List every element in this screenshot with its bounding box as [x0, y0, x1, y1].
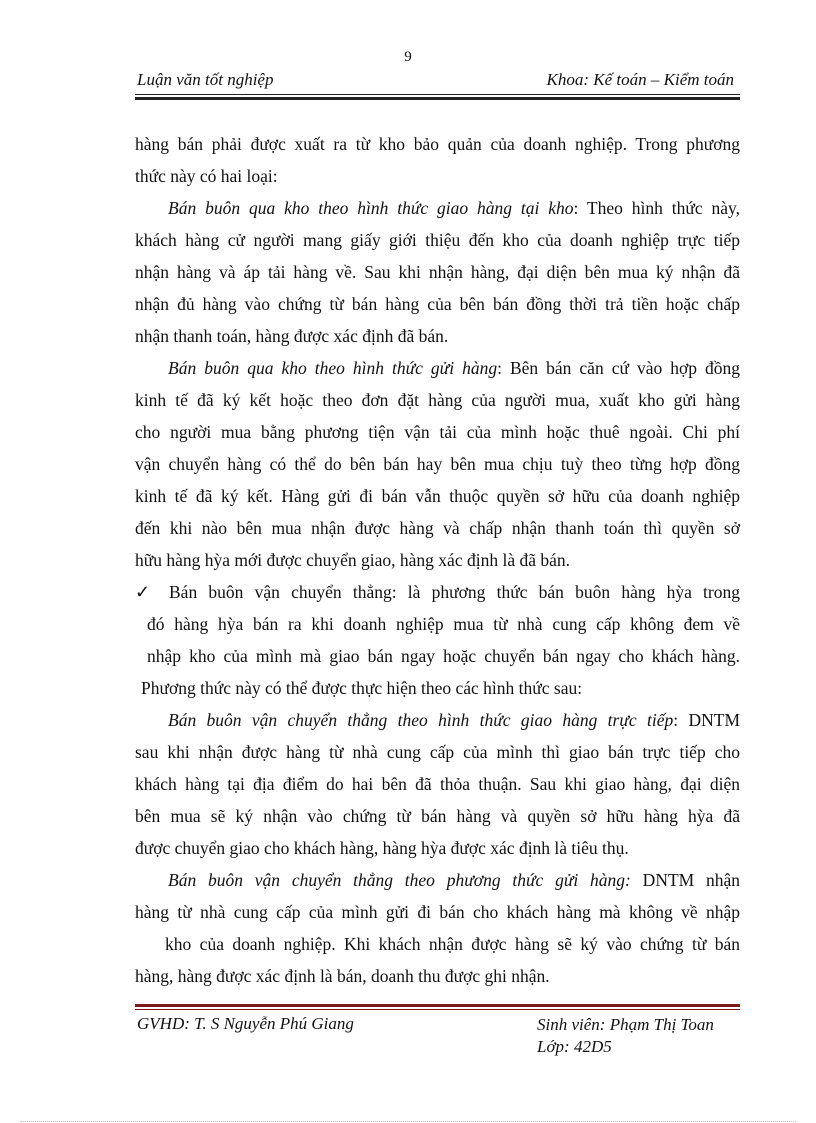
text-line: hàng, hàng được xác định là bán, doanh thu được ghi nhận.	[135, 966, 550, 986]
page-footer	[135, 1014, 740, 1064]
text-line: kho của doanh nghiệp. Khi khách nhận được hàng sẽ ký vào chứng từ bán	[165, 934, 740, 954]
footer-student-block	[537, 1014, 714, 1058]
italic-lead: Bán buôn qua kho theo hình thức gửi hàng	[168, 358, 498, 378]
header-rule-thick	[135, 97, 740, 100]
text-line: được chuyển giao cho khách hàng, hàng hỳa được xác định là tiêu thụ.	[135, 838, 629, 858]
body-text	[135, 128, 740, 992]
bullet-paragraph	[135, 576, 740, 704]
paragraph	[135, 864, 740, 992]
text-line: hữu hàng hỳa mới được chuyển giao, hàng xác định là đã bán.	[135, 550, 570, 570]
paragraph	[135, 704, 740, 864]
text-line: hàng bán phải được xuất ra từ kho bảo quản của doanh nghiệp. Trong phương	[135, 134, 740, 154]
text-line: nhận thanh toán, hàng được xác định đã bán.	[135, 326, 449, 346]
text-line: đến khi nào bên mua nhận được hàng và chấp nhận thanh toán thì quyền sở	[135, 518, 740, 538]
text-run: : Bên bán căn cứ vào hợp đồng	[497, 358, 740, 378]
text-run: : DNTM	[673, 710, 741, 730]
header-faculty: Khoa: Kế toán – Kiểm toán	[546, 70, 734, 89]
header-thesis-title: Luận văn tốt nghiệp	[137, 70, 274, 89]
text-line: thức này có hai loại:	[135, 166, 278, 186]
text-line: khách hàng tại địa điểm do hai bên đã thỏa thuận. Sau khi giao hàng, đại diện	[135, 774, 740, 794]
text-line: nhập kho của mình mà giao bán ngay hoặc chuyển bán ngay cho khách hàng.	[147, 646, 740, 666]
text-line: nhận đủ hàng vào chứng từ bán hàng của bên bán đồng thời trả tiền hoặc chấp	[135, 294, 740, 314]
checkmark-icon: ✓	[135, 582, 151, 602]
text-line: Phương thức này có thể được thực hiện theo các hình thức sau:	[141, 678, 583, 698]
footer-student-class: Lớp: 42D5	[537, 1037, 612, 1056]
text-line: sau khi nhận được hàng từ nhà cung cấp của mình thì giao bán trực tiếp cho	[135, 742, 740, 762]
text-line: vận chuyển hàng có thể do bên bán hay bên mua chịu tuỳ theo từng hợp đồng	[135, 454, 740, 474]
text-line: khách hàng cử người mang giấy giới thiệu đến kho của doanh nghiệp trực tiếp	[135, 230, 740, 250]
text-run: : Theo hình thức này,	[573, 198, 740, 218]
page-number: 9	[404, 49, 412, 65]
paragraph	[135, 128, 740, 192]
text-line: cho người mua bằng phương tiện vận tải của mình hoặc thuê ngoài. Chi phí	[135, 422, 740, 442]
paragraph	[135, 352, 740, 576]
italic-lead: Bán buôn vận chuyển thẳng theo hình thức giao hàng trực tiếp	[168, 710, 674, 730]
footer-rule-thin	[135, 1009, 740, 1010]
header-rule-thin	[135, 94, 740, 95]
text-line: hàng từ nhà cung cấp của mình gửi đi bán cho khách hàng mà không về nhập	[135, 902, 740, 922]
text-run: Bán buôn vận chuyển thẳng: là phương thức bán buôn hàng hỳa trong	[169, 582, 740, 602]
text-line: kinh tế đã ký kết hoặc theo đơn đặt hàng của người mua, xuất kho gửi hàng	[135, 390, 740, 410]
page-bottom-dotted-line	[20, 1121, 796, 1122]
footer-supervisor: GVHD: T. S Nguyễn Phú Giang	[137, 1014, 354, 1033]
italic-lead: Bán buôn qua kho theo hình thức giao hàng tại kho	[168, 198, 574, 218]
italic-lead: Bán buôn vận chuyển thẳng theo phương thức gửi hàng:	[168, 870, 631, 890]
footer-rule-thick	[135, 1004, 740, 1007]
text-line: nhận hàng và áp tải hàng về. Sau khi nhận hàng, đại diện bên mua ký nhận đã	[135, 262, 740, 282]
paragraph	[135, 192, 740, 352]
footer-student-name: Sinh viên: Phạm Thị Toan	[537, 1015, 714, 1034]
text-run: DNTM nhận	[630, 870, 741, 890]
text-line: bên mua sẽ ký nhận vào chứng từ bán hàng và quyền sở hữu hàng hỳa đã	[135, 806, 740, 826]
text-line: kinh tế đã ký kết. Hàng gửi đi bán vẫn thuộc quyền sở hữu của doanh nghiệp	[135, 486, 740, 506]
page-header	[135, 70, 740, 92]
text-line: đó hàng hỳa bán ra khi doanh nghiệp mua từ nhà cung cấp không đem về	[147, 614, 740, 634]
